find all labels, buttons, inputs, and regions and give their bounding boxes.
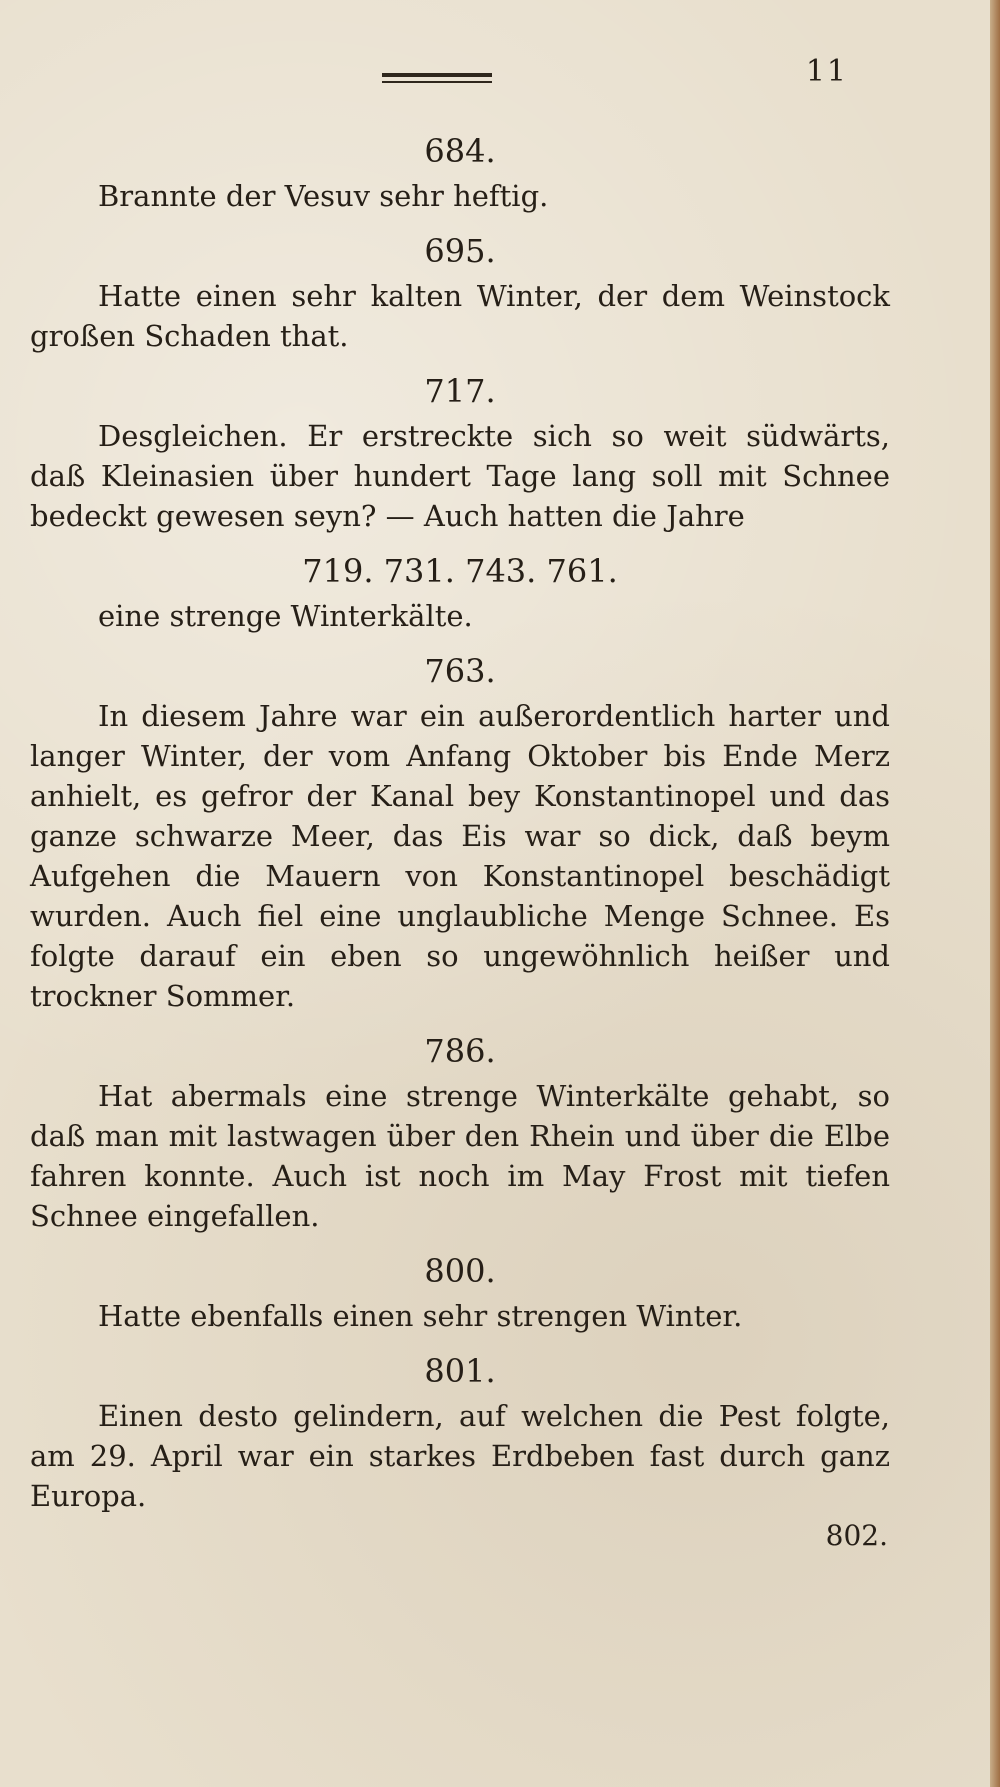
page-edge: [990, 0, 1000, 1787]
year-heading: 719. 731. 743. 761.: [302, 552, 618, 590]
entry-text: Brannte der Vesuv sehr heftig.: [98, 179, 549, 213]
entry-717: [30, 370, 890, 536]
entry-786: [30, 1030, 890, 1236]
year-heading: 800.: [424, 1252, 496, 1290]
entry-text: Desgleichen. Er erstreckte sich so weit südwärts, daß Kleinasien über hundert Tage lang soll mit Schnee bedeckt gewesen seyn? — Auch hatten die Jahre: [30, 419, 890, 533]
entry-text: Hatte einen sehr kalten Winter, der dem Weinstock großen Schaden that.: [30, 279, 890, 353]
entry-684: [30, 130, 890, 216]
entry-800: [30, 1250, 890, 1336]
page-content: [30, 130, 890, 1530]
year-heading: 763.: [424, 652, 496, 690]
year-heading: 684.: [424, 132, 496, 170]
entry-695: [30, 230, 890, 356]
header-rule: [382, 73, 492, 83]
year-heading: 786.: [424, 1032, 496, 1070]
entry-text: Einen desto gelindern, auf welchen die Pest folgte, am 29. April war ein starkes Erdbeben fast durch ganz Europa.: [30, 1399, 890, 1513]
entry-719-731-743-761: [30, 550, 890, 636]
entry-text: Hatte ebenfalls einen sehr strengen Winter.: [98, 1299, 743, 1333]
entry-text: Hat abermals eine strenge Winterkälte gehabt, so daß man mit lastwagen über den Rhein und über die Elbe fahren konnte. Auch ist noch im May Frost mit tiefen Schnee eingefallen.: [30, 1079, 890, 1233]
entry-text: eine strenge Winterkälte.: [98, 599, 473, 633]
entry-801: [30, 1350, 890, 1516]
page-number: 11: [805, 54, 848, 89]
year-heading: 717.: [424, 372, 496, 410]
catchword: 802.: [825, 1519, 888, 1552]
entry-text: In diesem Jahre war ein außerordentlich harter und langer Winter, der vom Anfang Oktober bis Ende Merz anhielt, es gefror der Kanal bey Konstantinopel und das ganze schwarze Meer, das Eis war so dick, daß beym Aufgehen die Mauern von Konstantinopel beschädigt wurden. Auch fiel eine unglaubliche Menge Schnee. Es folgte darauf ein eben so ungewöhnlich heißer und trockner Sommer.: [30, 699, 890, 1013]
year-heading: 801.: [424, 1352, 496, 1390]
year-heading: 695.: [424, 232, 496, 270]
entry-763: [30, 650, 890, 1016]
